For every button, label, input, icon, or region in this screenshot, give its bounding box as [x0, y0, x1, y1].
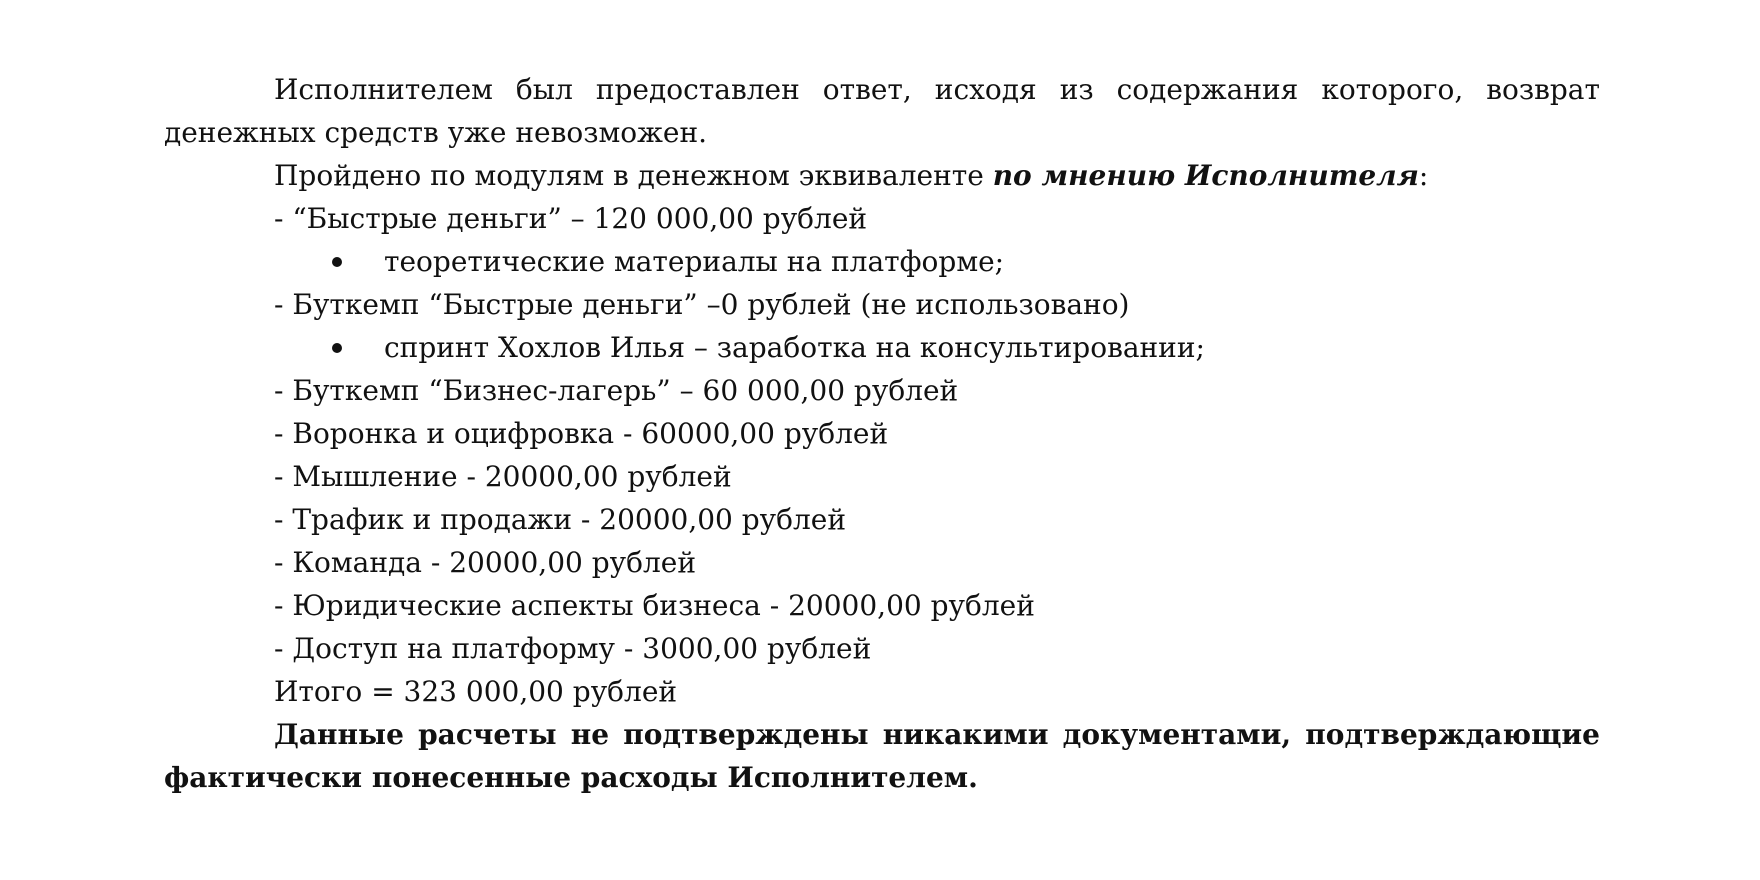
total-line: Итого = 323 000,00 рублей: [274, 675, 678, 708]
bullet-text-sprint: спринт Хохлов Илья – заработка на консультировании;: [384, 331, 1205, 364]
item-funnel: - Воронка и оцифровка - 60000,00 рублей: [274, 417, 889, 450]
bullet-dot-icon: [332, 257, 342, 267]
item-mindset: - Мышление - 20000,00 рублей: [274, 460, 732, 493]
item-bootcamp-fast-money: - Буткемп “Быстрые деньги” –0 рублей (не использовано): [274, 288, 1130, 321]
summary-prefix: Пройдено по модулям в денежном эквиваленте: [274, 159, 993, 192]
item-legal: - Юридические аспекты бизнеса - 20000,00 рублей: [274, 589, 1035, 622]
item-platform-access: - Доступ на платформу - 3000,00 рублей: [274, 632, 872, 665]
item-team: - Команда - 20000,00 рублей: [274, 546, 696, 579]
bullet-dot-icon: [332, 343, 342, 353]
item-fast-money: - “Быстрые деньги” – 120 000,00 рублей: [274, 202, 868, 235]
summary-emphasis: по мнению Исполнителя: [992, 159, 1419, 192]
bullet-item-materials: [164, 240, 1600, 283]
summary-line: [164, 154, 1600, 197]
summary-suffix: :: [1418, 159, 1429, 192]
conclusion-paragraph: Данные расчеты не подтверждены никакими документами, подтверждающие фактически понесенные расходы Исполнителем.: [164, 718, 1600, 794]
intro-paragraph: Исполнителем был предоставлен ответ, исходя из содержания которого, возврат денежных средств уже невозможен.: [164, 73, 1600, 149]
bullet-text-materials: теоретические материалы на платформе;: [384, 245, 1005, 278]
item-traffic-sales: - Трафик и продажи - 20000,00 рублей: [274, 503, 847, 536]
bullet-item-sprint: [164, 326, 1600, 369]
item-bootcamp-business-camp: - Буткемп “Бизнес-лагерь” – 60 000,00 рублей: [274, 374, 959, 407]
